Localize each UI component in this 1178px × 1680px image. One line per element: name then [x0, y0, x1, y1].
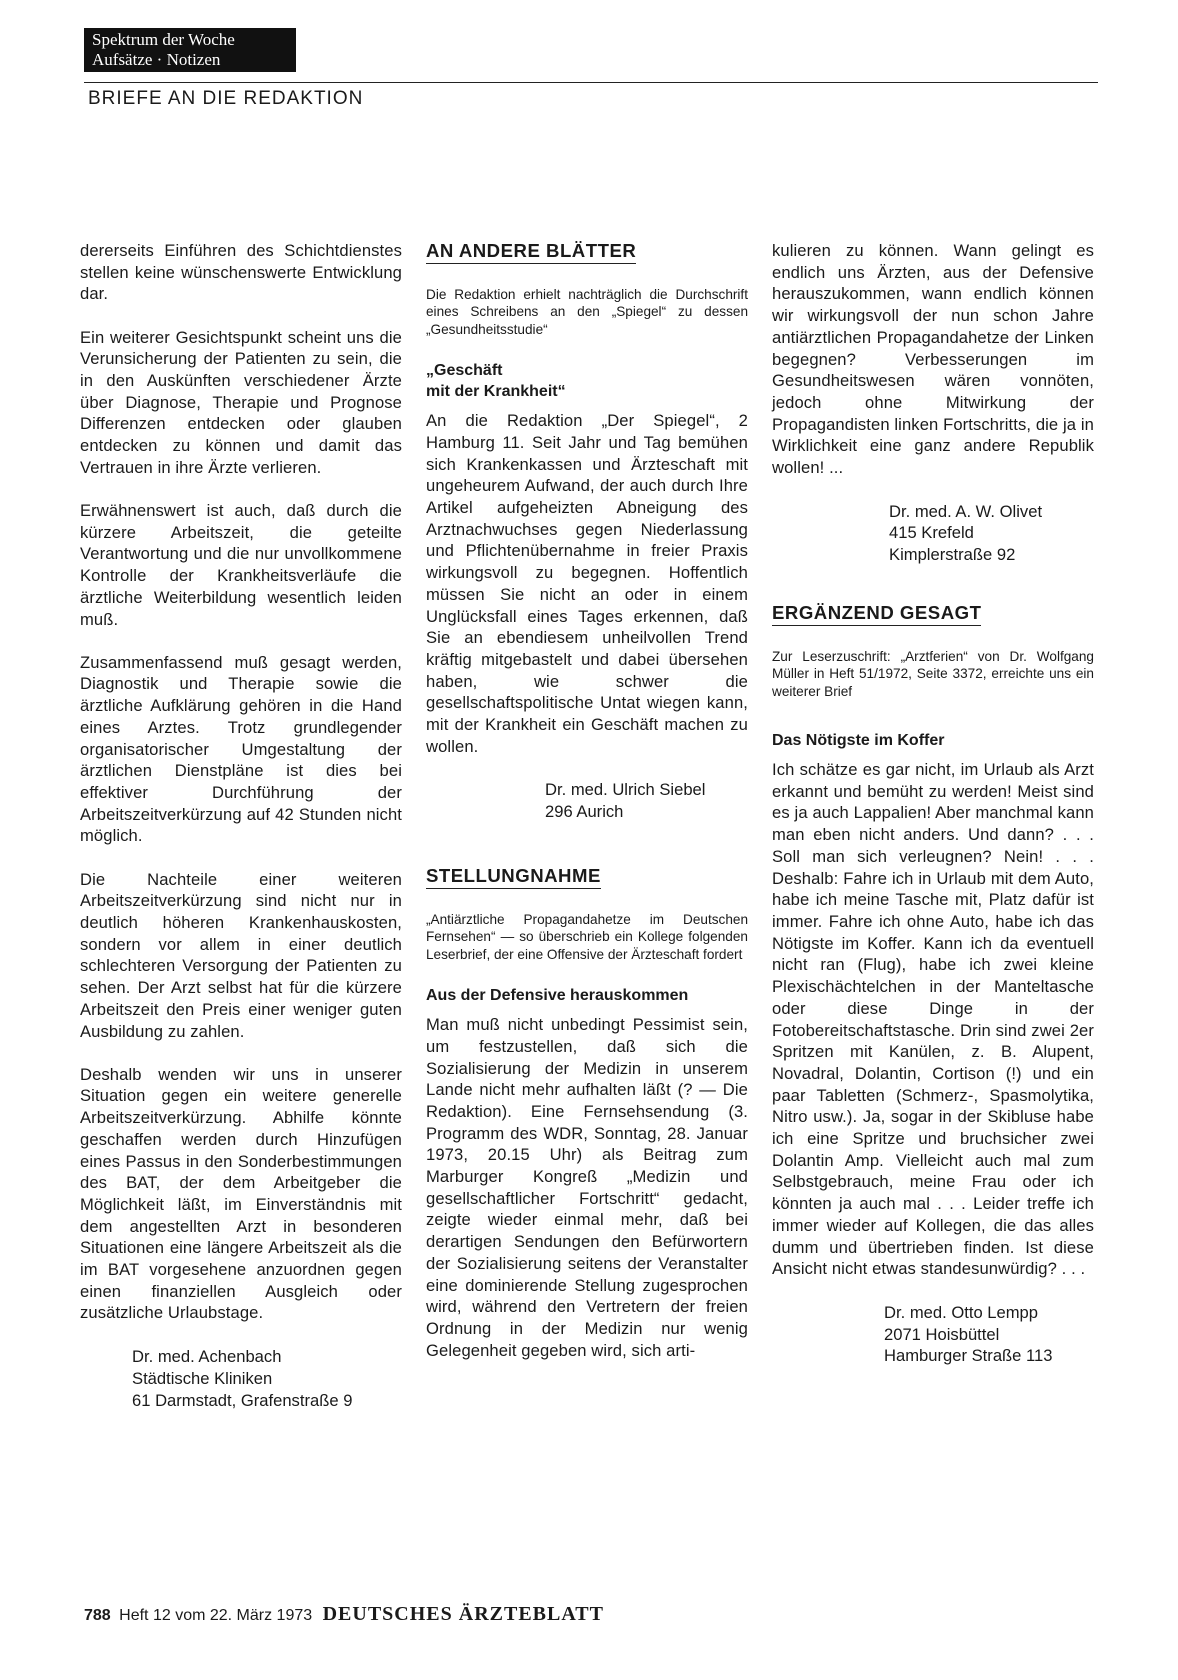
signature-line: 415 Krefeld [889, 523, 974, 543]
signature-siebel [426, 779, 748, 822]
signature-line: Dr. med. Ulrich Siebel [545, 780, 706, 800]
paragraph: Die Nachteile einer weiteren Arbeitszeitverkürzung sind nicht nur in deutlich höheren Krankenhauskosten, sondern vor allem in einer deutlich schlechteren Versorgung der Patienten zu sehen. Der Arzt selbst hat für die kürzere Arbeitszeit den Preis einer weniger guten Ausbildung zu zahlen. [80, 869, 402, 1041]
paragraph: Zusammenfassend muß gesagt werden, Diagnostik und Therapie sowie die ärztliche Aufklärung gehören in die Hand eines Arztes. Trotz grundlegender organisatorischer Umgestaltung der ärztlichen Dienstpläne ist dies bei effektiver Durchführung der Arbeitszeitverkürzung auf 42 Stunden nicht möglich. [80, 652, 402, 846]
issue-info: Heft 12 vom 22. März 1973 [119, 1607, 313, 1624]
signature-line: 296 Aurich [545, 802, 624, 822]
masthead-line-2: Aufsätze · Notizen [92, 50, 221, 69]
paragraph: dererseits Einführen des Schichtdienstes stellen keine wünschenswerte Entwicklung dar. [80, 241, 402, 304]
signature-lempp [772, 1302, 1094, 1367]
section-heading-an-andere-blaetter: AN ANDERE BLÄTTER [426, 240, 636, 264]
section-intro: Die Redaktion erhielt nachträglich die Durchschrift eines Schreibens an den „Spiegel“ zu dessen „Gesundheitsstudie“ [426, 287, 748, 337]
letter-headline: Aus der Defensive herauskommen [426, 987, 689, 1005]
section-heading-stellungnahme: STELLUNGNAHME [426, 865, 601, 889]
paragraph: Deshalb wenden wir uns in unserer Situation gegen ein weitere generelle Arbeitszeitverkürzung. Abhilfe könnte geschaffen werden durch Hinzufügen eines Passus in den Sonderbestimmungen des BAT, der dem Arbeitgeber die Möglichkeit läßt, im Einverständnis mit dem angestellten Arzt in besonderen Situationen eine längere Arbeitszeit als die im BAT vorgesehene anzuordnen gegen einen finanziellen Ausgleich oder zusätzliche Urlaubstage. [80, 1064, 402, 1323]
column-3 [772, 240, 1094, 1367]
column-1 [80, 240, 402, 1411]
letter-headline-line: „Geschäft [426, 362, 503, 380]
section-intro: „Antiärztliche Propagandahetze im Deutschen Fernsehen“ — so überschrieb ein Kollege folgenden Leserbrief, der eine Offensive der Ärzteschaft fordert [426, 911, 748, 962]
column-2 [426, 240, 748, 1361]
letter-body: Ich schätze es gar nicht, im Urlaub als Arzt erkannt und bemüht zu werden! Meist sind es ja auch Lappalien! Aber manchmal kann man eben nicht anders. Und dann? . . . Soll man sich verleugnen? Nein! . . . Deshalb: Fahre ich in Urlaub mit dem Auto, habe ich meine Tasche mit, Platz dafür ist immer. Fahre ich ohne Auto, habe ich das Nötigste im Koffer. Kann ich da eventuell nicht ran (Flug), habe ich zwei kleine Plexischächtelchen in der Manteltasche oder diese Dinge in der Fotobereitschaftstasche. Drin sind zwei 2er Spritzen mit Kanülen, z. B. Alupent, Novadral, Dolantin, Cortison (!) und ein paar Tabletten (Schmerz-, Spasmolytika, Nitro usw.). Ja, sogar in der Skibluse habe ich eine Spritze und bruchsicher zwei Dolantin Amp. Vielleicht auch mal zum Selbstgebrauch, meine Frau oder ich könnten ja auch mal . . . Leider treffe ich immer wieder auf Kollegen, die das alles dumm und übertrieben finden. Ist diese Ansicht nicht etwas standesunwürdig? . . . [772, 760, 1094, 1279]
page-section-title: BRIEFE AN DIE REDAKTION [88, 88, 364, 109]
masthead-line-1: Spektrum der Woche [92, 30, 235, 49]
signature-line: Städtische Kliniken [132, 1368, 273, 1388]
letter-body-continuation: kulieren zu können. Wann gelingt es endlich uns Ärzten, aus der Defensive herauszukommen, wann endlich können wir wirkungsvoll der nun schon Jahre antiärztlichen Propagandahetze der Linken begegnen? Verbesserungen im Gesundheitswesen wären vonnöten, jedoch ohne Mitwirkung der Propagandisten linken Fortschritts, die ja in Wirklichkeit eine ganz andere Republik wollen! ... [772, 241, 1094, 478]
header-rule [84, 82, 1098, 83]
section-heading-ergaenzend-gesagt: ERGÄNZEND GESAGT [772, 602, 981, 626]
signature-olivet [772, 501, 1094, 566]
page-footer [84, 1603, 604, 1626]
signature-line: 61 Darmstadt, Grafenstraße 9 [132, 1390, 353, 1410]
section-intro: Zur Leserzuschrift: „Arztferien“ von Dr. Wolfgang Müller in Heft 51/1972, Seite 3372, erreichte uns ein weiterer Brief [772, 648, 1094, 699]
signature-line: 2071 Hoisbüttel [884, 1324, 1000, 1344]
signature-line: Dr. med. A. W. Olivet [889, 501, 1043, 521]
letter-body: An die Redaktion „Der Spiegel“, 2 Hamburg 11. Seit Jahr und Tag bemühen sich Krankenkassen und Ärzteschaft mit ungeheurem Aufwand, der auch durch Ihre Artikel aufgeheizten Abneigung des Arztnachwuchses gegen Niederlassung und Pflichtenübernahme in freier Praxis wirkungsvoll zu begegnen. Hoffentlich müssen Sie nicht an oder in einem Unglücksfall eines Tages erkennen, daß Sie an ebendiesem unheilvollen Trend kräftig mitgebastelt und dabei übersehen haben, wie schwer die gesellschaftspolitische Untat wiegen kann, mit der Krankheit ein Geschäft machen zu wollen. [426, 411, 748, 756]
signature-line: Hamburger Straße 113 [884, 1346, 1053, 1366]
publication-name: DEUTSCHES ÄRZTEBLATT [322, 1603, 604, 1625]
letter-body: Man muß nicht unbedingt Pessimist sein, um festzustellen, daß sich die Sozialisierung der Medizin in unserem Lande nicht mehr aufhalten läßt (? — Die Redaktion). Eine Fernsehsendung (3. Programm des WDR, Sonntag, 28. Januar 1973, 20.15 Uhr) als Beitrag zum Marburger Kongreß „Medizin und gesellschaftlicher Fortschritt“ gedacht, zeigte wieder einmal mehr, daß bei derartigen Sendungen den Befürwortern der Sozialisierung seitens der Veranstalter eine dominierende Stellung zugesprochen wird, während den Vertretern der freien Ordnung in der Medizin nur wenig Gelegenheit gegeben wird, sich arti- [426, 1015, 748, 1360]
signature-line: Kimplerstraße 92 [889, 545, 1016, 565]
page-number: 788 [84, 1607, 111, 1624]
letter-headline-line: mit der Krankheit“ [426, 383, 566, 401]
letter-headline: Das Nötigste im Koffer [772, 732, 945, 750]
signature-line: Dr. med. Otto Lempp [884, 1302, 1039, 1322]
paragraph: Ein weiterer Gesichtspunkt scheint uns die Verunsicherung der Patienten zu sein, die in den Auskünften verschiedener Ärzte über Diagnose, Therapie und Prognose Differenzen entdecken oder glauben entdecken zu können und damit das Vertrauen in ihre Ärzte verlieren. [80, 327, 402, 477]
signature-line: Dr. med. Achenbach [132, 1347, 282, 1367]
paragraph: Erwähnenswert ist auch, daß durch die kürzere Arbeitszeit, die geteilte Verantwortung und die nur unvollkommene Kontrolle der Krankheitsverläufe die ärztliche Weiterbildung wesentlich leiden muß. [80, 501, 402, 629]
signature-achenbach [80, 1346, 402, 1411]
letter-headline [426, 360, 748, 402]
masthead [84, 28, 296, 72]
